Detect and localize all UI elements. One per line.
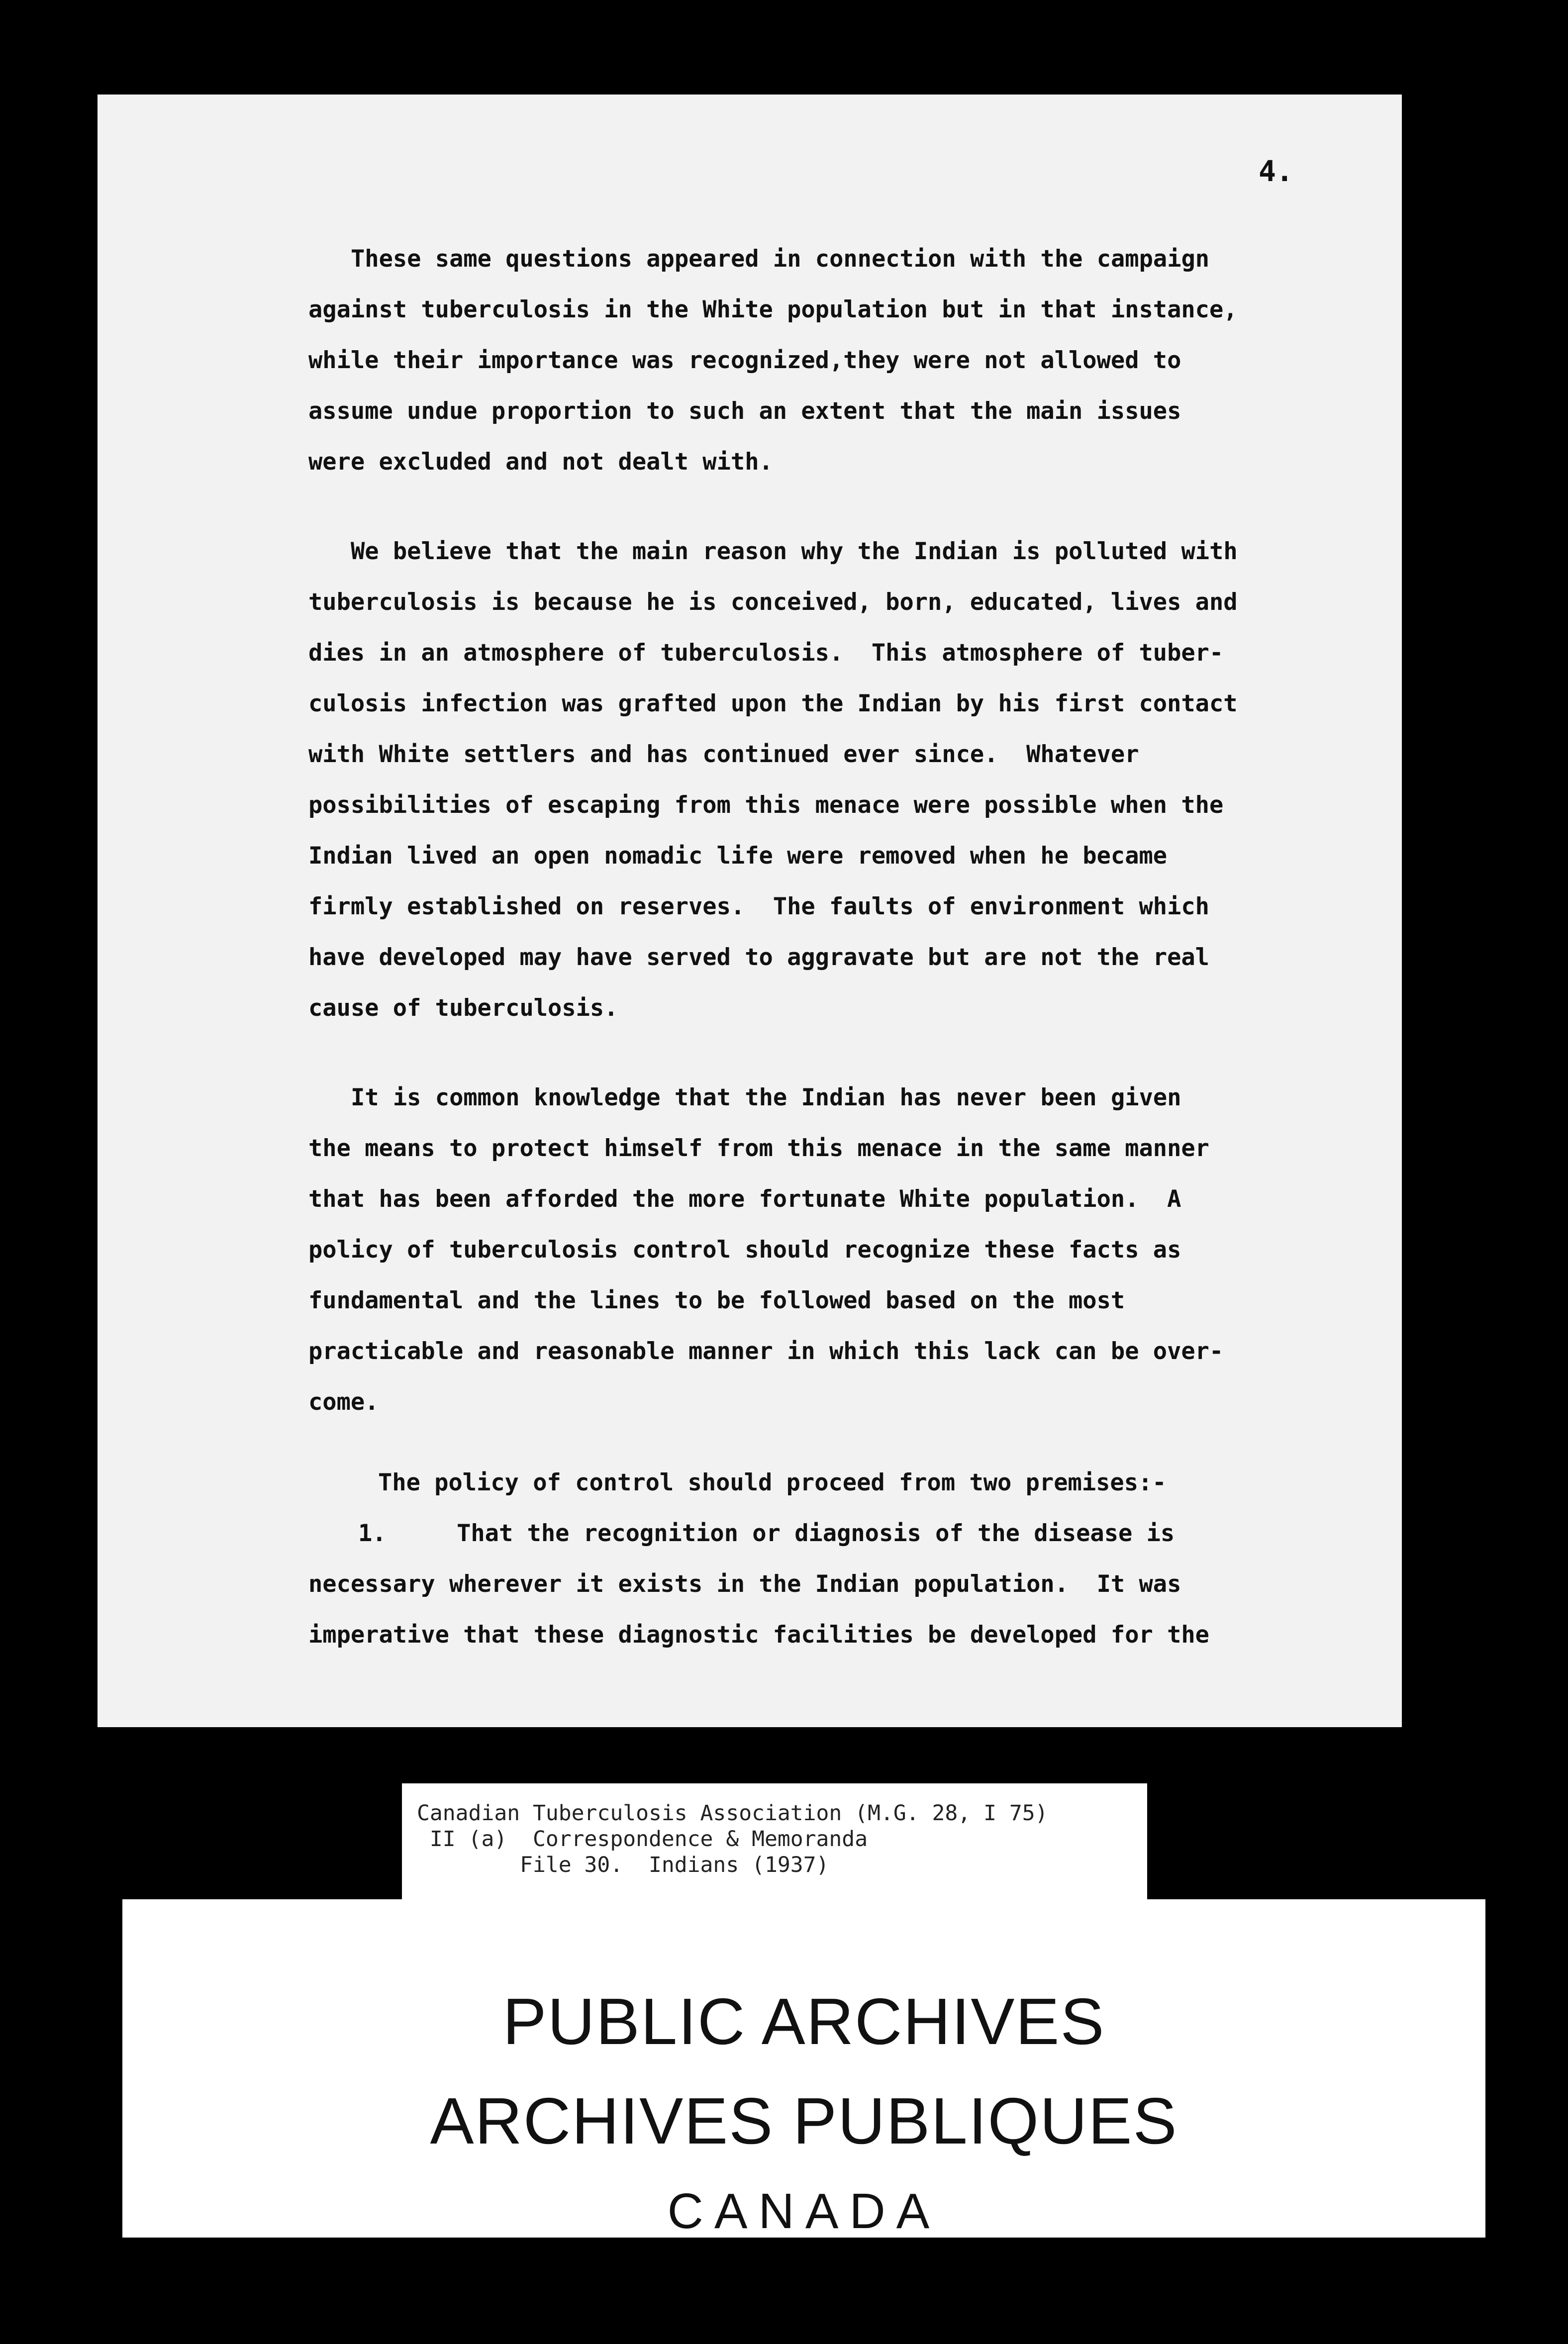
- typed-body: [308, 234, 1323, 1660]
- body-line: that has been afforded the more fortunate White population. A: [308, 1185, 1181, 1213]
- stamp-title-french: ARCHIVES PUBLIQUES: [430, 2084, 1178, 2157]
- body-line: possibilities of escaping from this menace were possible when the: [308, 791, 1224, 819]
- body-line: assume undue proportion to such an extent that the main issues: [308, 397, 1181, 425]
- body-line: necessary wherever it exists in the Indian population. It was: [308, 1570, 1181, 1598]
- body-line: We believe that the main reason why the Indian is polluted with: [351, 538, 1238, 565]
- body-line: culosis infection was grafted upon the Indian by his first contact: [308, 690, 1238, 717]
- body-line: tuberculosis is because he is conceived, born, educated, lives and: [308, 588, 1238, 616]
- body-line: fundamental and the lines to be followed based on the most: [308, 1287, 1125, 1314]
- body-line: against tuberculosis in the White population but in that instance,: [308, 296, 1238, 323]
- archives-stamp: [122, 1899, 1485, 2238]
- body-line: the means to protect himself from this menace in the same manner: [308, 1135, 1209, 1162]
- body-line: These same questions appeared in connection with the campaign: [351, 245, 1210, 273]
- body-line: firmly established on reserves. The faults of environment which: [308, 893, 1209, 920]
- body-line: come.: [308, 1388, 379, 1416]
- stamp-country: CANADA: [667, 2183, 941, 2239]
- body-line: imperative that these diagnostic facilities be developed for the: [308, 1621, 1209, 1649]
- citation-line: II (a) Correspondence & Memoranda: [417, 1827, 868, 1852]
- body-line: practicable and reasonable manner in which this lack can be over-: [308, 1338, 1224, 1365]
- citation-line: Canadian Tuberculosis Association (M.G. 28, I 75): [417, 1801, 1048, 1826]
- body-line: were excluded and not dealt with.: [308, 448, 773, 476]
- body-line: while their importance was recognized,they were not allowed to: [308, 347, 1181, 374]
- citation-line: File 30. Indians (1937): [417, 1853, 829, 1877]
- body-line: The policy of control should proceed from two premises:-: [378, 1469, 1167, 1496]
- body-line: cause of tuberculosis.: [308, 994, 618, 1022]
- body-line: policy of tuberculosis control should recognize these facts as: [308, 1236, 1181, 1264]
- body-line: have developed may have served to aggravate but are not the real: [308, 944, 1209, 971]
- body-line: with White settlers and has continued ever since. Whatever: [308, 741, 1139, 768]
- body-line: It is common knowledge that the Indian has never been given: [351, 1084, 1181, 1111]
- body-line: Indian lived an open nomadic life were removed when he became: [308, 842, 1168, 870]
- stamp-title-english: PUBLIC ARCHIVES: [502, 1985, 1105, 2058]
- body-line: dies in an atmosphere of tuberculosis. This atmosphere of tuber-: [308, 639, 1224, 667]
- list-item-1: 1. That the recognition or diagnosis of the disease is: [358, 1520, 1175, 1547]
- page-number: 4.: [1259, 154, 1293, 188]
- citation-label: [402, 1783, 1147, 1907]
